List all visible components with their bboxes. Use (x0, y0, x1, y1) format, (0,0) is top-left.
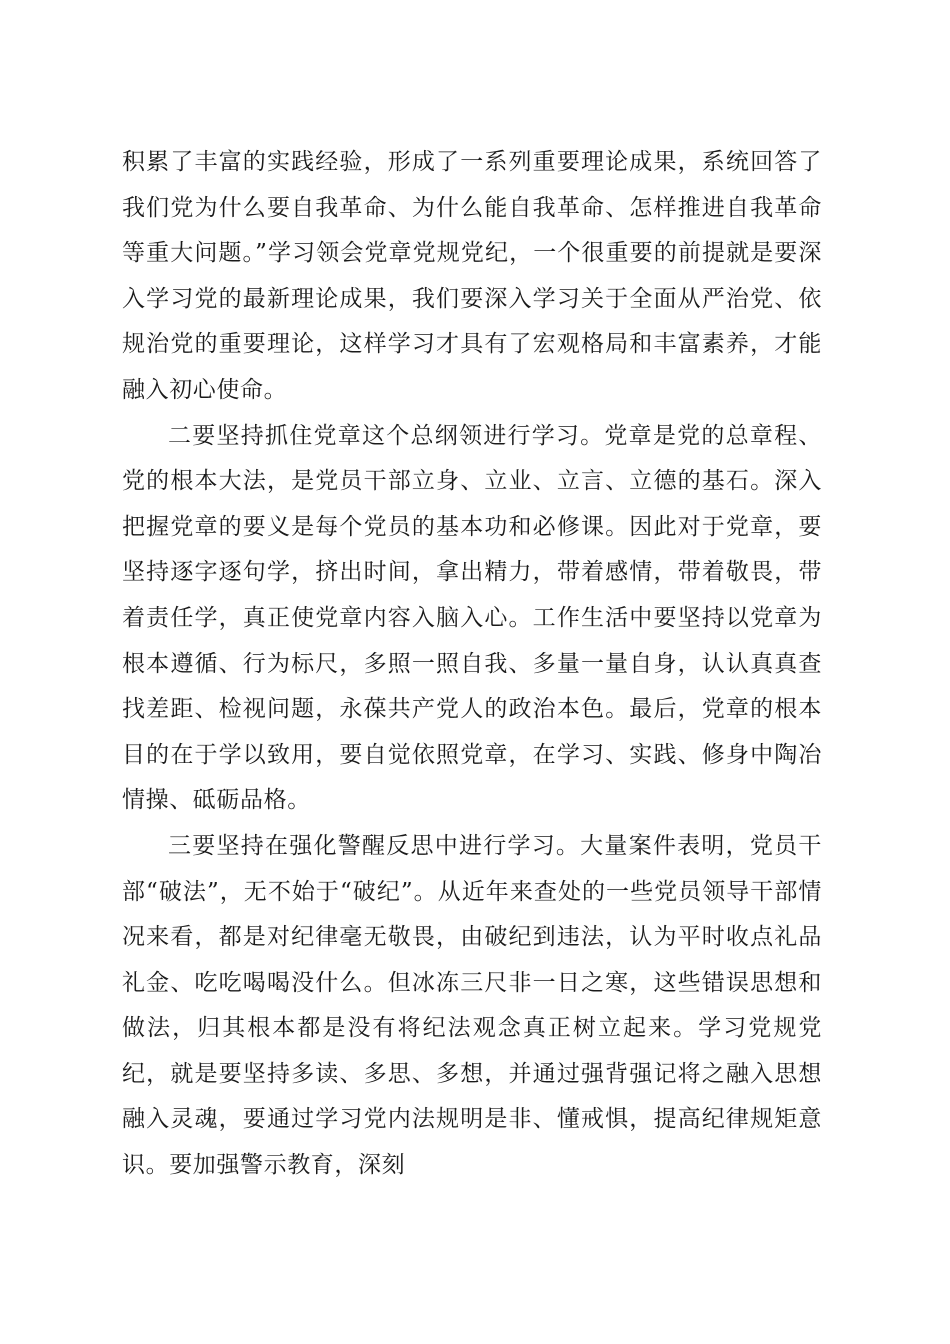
document-body (122, 140, 822, 1189)
paragraph-party-constitution: 二要坚持抓住党章这个总纲领进行学习。党章是党的总章程、党的根本大法，是党员干部立身、立业、立言、立德的基石。深入把握党章的要义是每个党员的基本功和必修课。因此对于党章，要坚持逐字逐句学，挤出时间，拿出精力，带着感情，带着敬畏，带着责任学，真正使党章内容入脑入心。工作生活中要坚持以党章为根本遵循、行为标尺，多照一照自我、多量一量自身，认认真真查找差距、检视问题，永葆共产党人的政治本色。最后，党章的根本目的在于学以致用，要自觉依照党章，在学习、实践、修身中陶冶情操、砥砺品格。 (122, 422, 822, 814)
paragraph-continuation: 积累了丰富的实践经验，形成了一系列重要理论成果，系统回答了我们党为什么要自我革命、为什么能自我革命、怎样推进自我革命等重大问题。”学习领会党章党规党纪，一个很重要的前提就是要深入学习党的最新理论成果，我们要深入学习关于全面从严治党、依规治党的重要理论，这样学习才具有了宏观格局和丰富素养，才能融入初心使命。 (122, 149, 822, 403)
paragraph-warning-reflection: 三要坚持在强化警醒反思中进行学习。大量案件表明，党员干部“破法”，无不始于“破纪”。从近年来查处的一些党员领导干部情况来看，都是对纪律毫无敬畏，由破纪到违法，认为平时收点礼品礼金、吃吃喝喝没什么。但冰冻三尺非一日之寒，这些错误思想和做法，归其根本都是没有将纪法观念真正树立起来。学习党规党纪，就是要坚持多读、多思、多想，并通过强背强记将之融入思想融入灵魂，要通过学习党内法规明是非、懂戒惧，提高纪律规矩意识。要加强警示教育，深刻 (122, 832, 822, 1179)
